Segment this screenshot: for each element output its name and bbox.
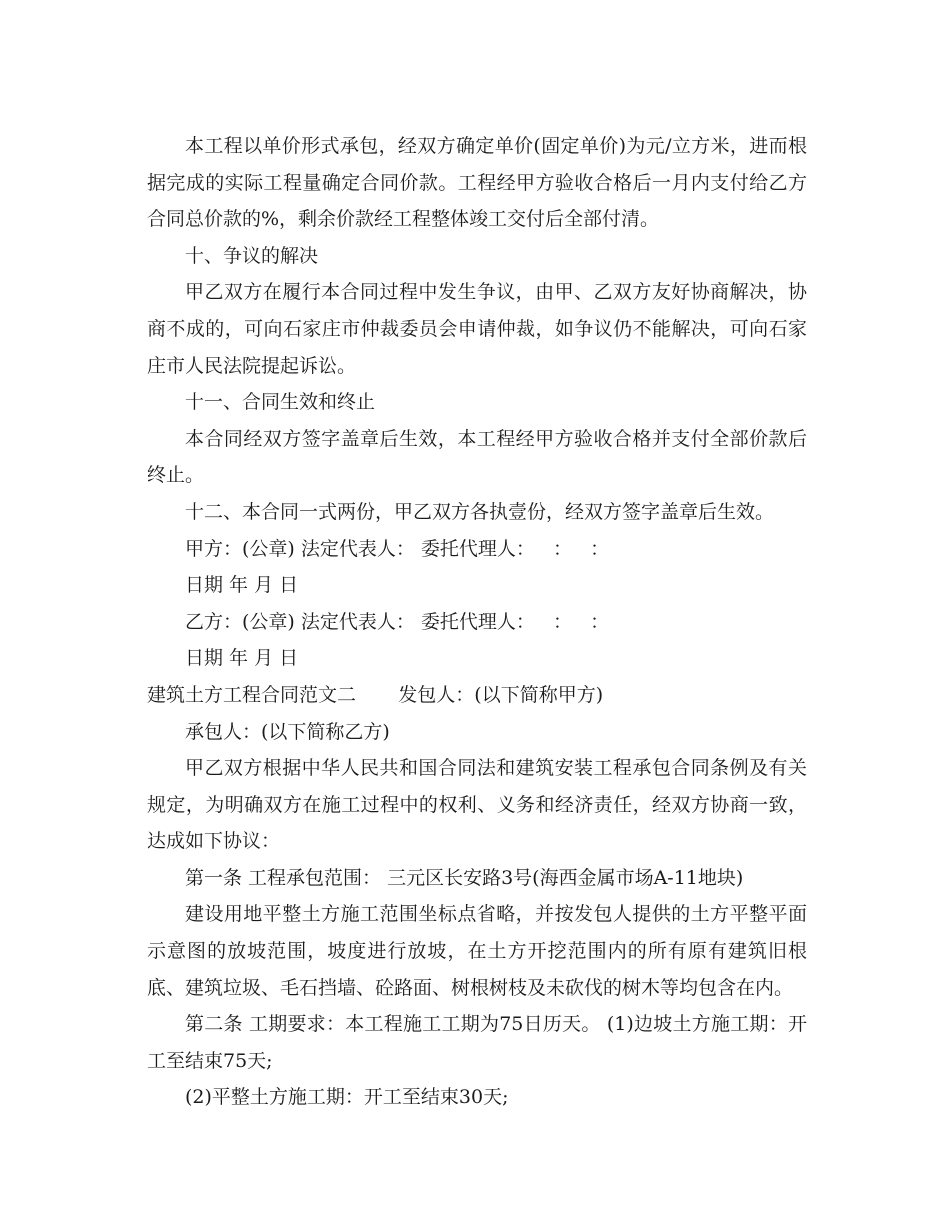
article-two-schedule: 第二条 工期要求：本工程施工工期为75日历天。 (1)边坡土方施工期：开工至结束75天; (147, 1013, 807, 1072)
party-b-signature-line: 乙方：(公章) 法定代表人： 委托代理人： ： ： (185, 610, 610, 633)
paragraph-scope-details: 建设用地平整土方施工范围坐标点省略，并按发包人提供的土方平整平面示意图的放坡范围，坡度进行放坡，在土方开挖范围内的所有原有建筑旧根底、建筑垃圾、毛石挡墙、砼路面、树根树枝及未砍伐的树木等均包含在内。 (147, 903, 807, 999)
heading-dispute-resolution: 十、争议的解决 (185, 244, 319, 267)
paragraph-payment-terms: 本工程以单价形式承包，经双方确定单价(固定单价)为元/立方米，进而根据完成的实际工程量确定合同价款。工程经甲方验收合格后一月内支付给乙方合同总价款的%，剩余价款经工程整体竣工交付后全部付清。 (147, 135, 807, 231)
party-a-signature-line: 甲方：(公章) 法定代表人： 委托代理人： ： ： (185, 537, 610, 560)
schedule-item-leveling: (2)平整土方施工期：开工至结束30天; (185, 1086, 509, 1109)
heading-effect-termination: 十一、合同生效和终止 (185, 391, 376, 414)
party-a-date-line: 日期 年 月 日 (185, 574, 299, 597)
article-one-scope: 第一条 工程承包范围： 三元区长安路3号(海西金属市场A-11地块) (185, 866, 744, 889)
contractor-line: 承包人：(以下简称乙方) (185, 720, 390, 743)
paragraph-copies: 十二、本合同一式两份，甲乙双方各执壹份，经双方签字盖章后生效。 (185, 500, 775, 523)
paragraph-effect-termination: 本合同经双方签字盖章后生效，本工程经甲方验收合格并支付全部价款后终止。 (147, 427, 807, 487)
party-b-date-line: 日期 年 月 日 (185, 647, 299, 670)
contract-two-title: 建筑土方工程合同范文二 发包人：(以下简称甲方) (147, 683, 604, 706)
document-body (147, 128, 807, 1116)
paragraph-agreement-basis: 甲乙双方根据中华人民共和国合同法和建筑安装工程承包合同条例及有关规定，为明确双方在施工过程中的权利、义务和经济责任，经双方协商一致，达成如下协议： (147, 757, 807, 853)
paragraph-dispute-resolution: 甲乙双方在履行本合同过程中发生争议，由甲、乙双方友好协商解决，协商不成的，可向石家庄市仲裁委员会申请仲裁，如争议仍不能解决，可向石家庄市人民法院提起诉讼。 (147, 281, 807, 377)
